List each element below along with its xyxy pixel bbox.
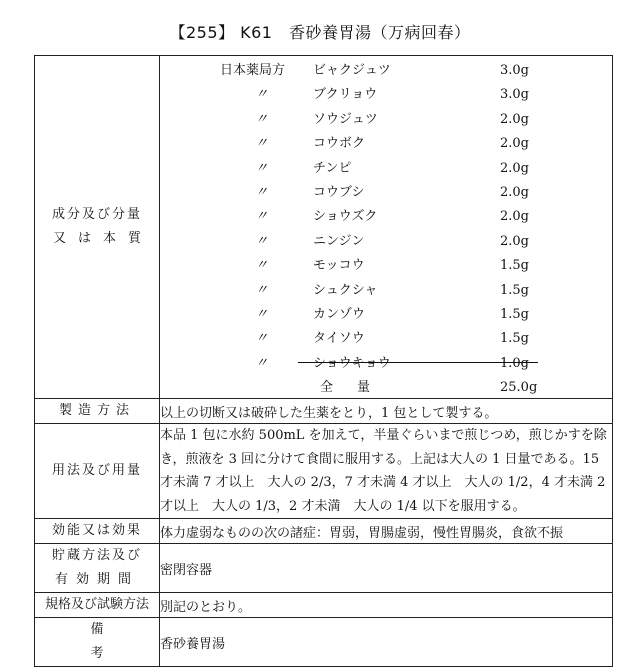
total-label: 全量: [320, 380, 395, 396]
ingredient-amount: 3.0g: [500, 63, 529, 78]
ingredient-amount: 2.0g: [500, 233, 529, 249]
ingredient-amount: 2.0g: [500, 160, 529, 176]
ingredient-amount: 2.0g: [500, 185, 529, 200]
ingredient-name: ビャクジュツ: [313, 63, 391, 78]
remarks-label: 備考: [35, 618, 160, 667]
composition-value: [160, 56, 613, 399]
ditto-mark: 〃: [255, 331, 269, 347]
remarks-text: 香砂養胃湯: [160, 618, 613, 667]
total-amount: 25.0g: [500, 380, 538, 396]
ingredient-name: コウボク: [313, 136, 366, 152]
efficacy-row: [35, 519, 613, 544]
ingredient-row: [160, 132, 600, 156]
ingredient-list: [160, 56, 612, 398]
remarks-row: [35, 618, 613, 667]
ingredient-row: [160, 59, 600, 83]
page-title: 【255】 K61 香砂養胃湯（万病回春）: [169, 23, 471, 42]
ingredient-row: [160, 279, 600, 303]
storage-label: [35, 544, 160, 593]
ingredient-row: [160, 83, 600, 107]
efficacy-label: 効能又は効果: [35, 519, 160, 544]
ditto-mark: 〃: [255, 185, 269, 200]
ingredient-name: カンゾウ: [313, 307, 366, 322]
ingredient-amount: 2.0g: [500, 136, 529, 152]
ingredient-amount: 1.0g: [500, 355, 529, 371]
ingredient-name: チンピ: [313, 160, 352, 176]
composition-label: [35, 56, 160, 399]
ingredient-name: シュクシャ: [313, 282, 378, 298]
ingredient-row: [160, 230, 600, 254]
dosage-row: [35, 424, 613, 519]
pharmacopoeia-label: 日本薬局方: [220, 63, 286, 78]
ingredient-amount: 3.0g: [500, 87, 529, 103]
total-row: [160, 376, 600, 400]
ingredient-name: ショウキョウ: [313, 355, 391, 371]
composition-row: [35, 56, 613, 399]
ditto-mark: 〃: [255, 111, 269, 127]
ingredient-row: [160, 352, 600, 376]
storage-label-line2: 有効期間: [54, 572, 139, 587]
storage-row: [35, 544, 613, 593]
ingredient-amount: 2.0g: [500, 209, 529, 225]
ditto-mark: 〃: [255, 160, 269, 176]
ingredient-row: [160, 157, 600, 181]
ditto-mark: 〃: [255, 282, 269, 298]
manufacturing-row: [35, 399, 613, 424]
manufacturing-text: 以上の切断又は破砕した生薬をとり，1 包として製する。: [160, 399, 613, 424]
manufacturing-label: 製造方法: [35, 399, 160, 424]
ingredient-name: モッコウ: [313, 258, 365, 274]
ingredient-row: [160, 327, 600, 351]
ditto-mark: 〃: [255, 355, 269, 371]
ingredient-name: タイソウ: [313, 331, 365, 347]
specification-table: [34, 55, 613, 667]
total-divider: [298, 362, 538, 363]
ingredient-row: [160, 205, 600, 229]
ingredient-row: [160, 254, 600, 278]
ingredient-row: [160, 108, 600, 132]
ditto-mark: 〃: [255, 87, 269, 103]
ingredient-name: ショウズク: [313, 209, 378, 225]
ditto-mark: 〃: [255, 258, 269, 274]
ingredient-amount: 1.5g: [500, 258, 529, 274]
ingredient-name: ソウジュツ: [313, 111, 378, 127]
specification-label: 規格及び試験方法: [35, 593, 160, 618]
dosage-label: 用法及び用量: [35, 424, 160, 519]
storage-label-line1: 貯蔵方法及び: [51, 548, 142, 563]
ditto-mark: 〃: [255, 209, 269, 225]
ingredient-name: コウブシ: [313, 185, 365, 200]
ingredient-amount: 1.5g: [500, 331, 529, 347]
ingredient-amount: 1.5g: [500, 282, 529, 298]
ingredient-name: ニンジン: [313, 233, 365, 249]
ingredient-amount: 1.5g: [500, 307, 529, 322]
dosage-text: 本品 1 包に水約 500mL を加えて，半量ぐらいまで煎じつめ，煎じかすを除き，煎液を 3 回に分けて食間に服用する。上記は大人の 1 日量である。15 才未満 7 才以上 大人の 2/3，7 才未満 4 才以上 大人の 1/2，4 才未満 2 才以上 大人の 1/3，2 才未満 大人の 1/4 以下を服用する。: [160, 424, 613, 519]
specification-row: [35, 593, 613, 618]
ditto-mark: 〃: [255, 233, 269, 249]
ingredient-row: [160, 181, 600, 205]
ingredient-name: ブクリョウ: [313, 87, 378, 103]
ditto-mark: 〃: [255, 307, 269, 322]
composition-label-line1: 成分及び分量: [51, 207, 142, 222]
specification-text: 別記のとおり。: [160, 593, 613, 618]
ingredient-amount: 2.0g: [500, 111, 529, 127]
efficacy-text: 体力虚弱なものの次の諸症：胃弱，胃腸虚弱，慢性胃腸炎，食欲不振: [160, 519, 613, 544]
ditto-mark: 〃: [255, 136, 269, 152]
ingredient-row: [160, 303, 600, 327]
storage-text: 密閉容器: [160, 544, 613, 593]
composition-label-line2: 又は本質: [52, 231, 153, 246]
